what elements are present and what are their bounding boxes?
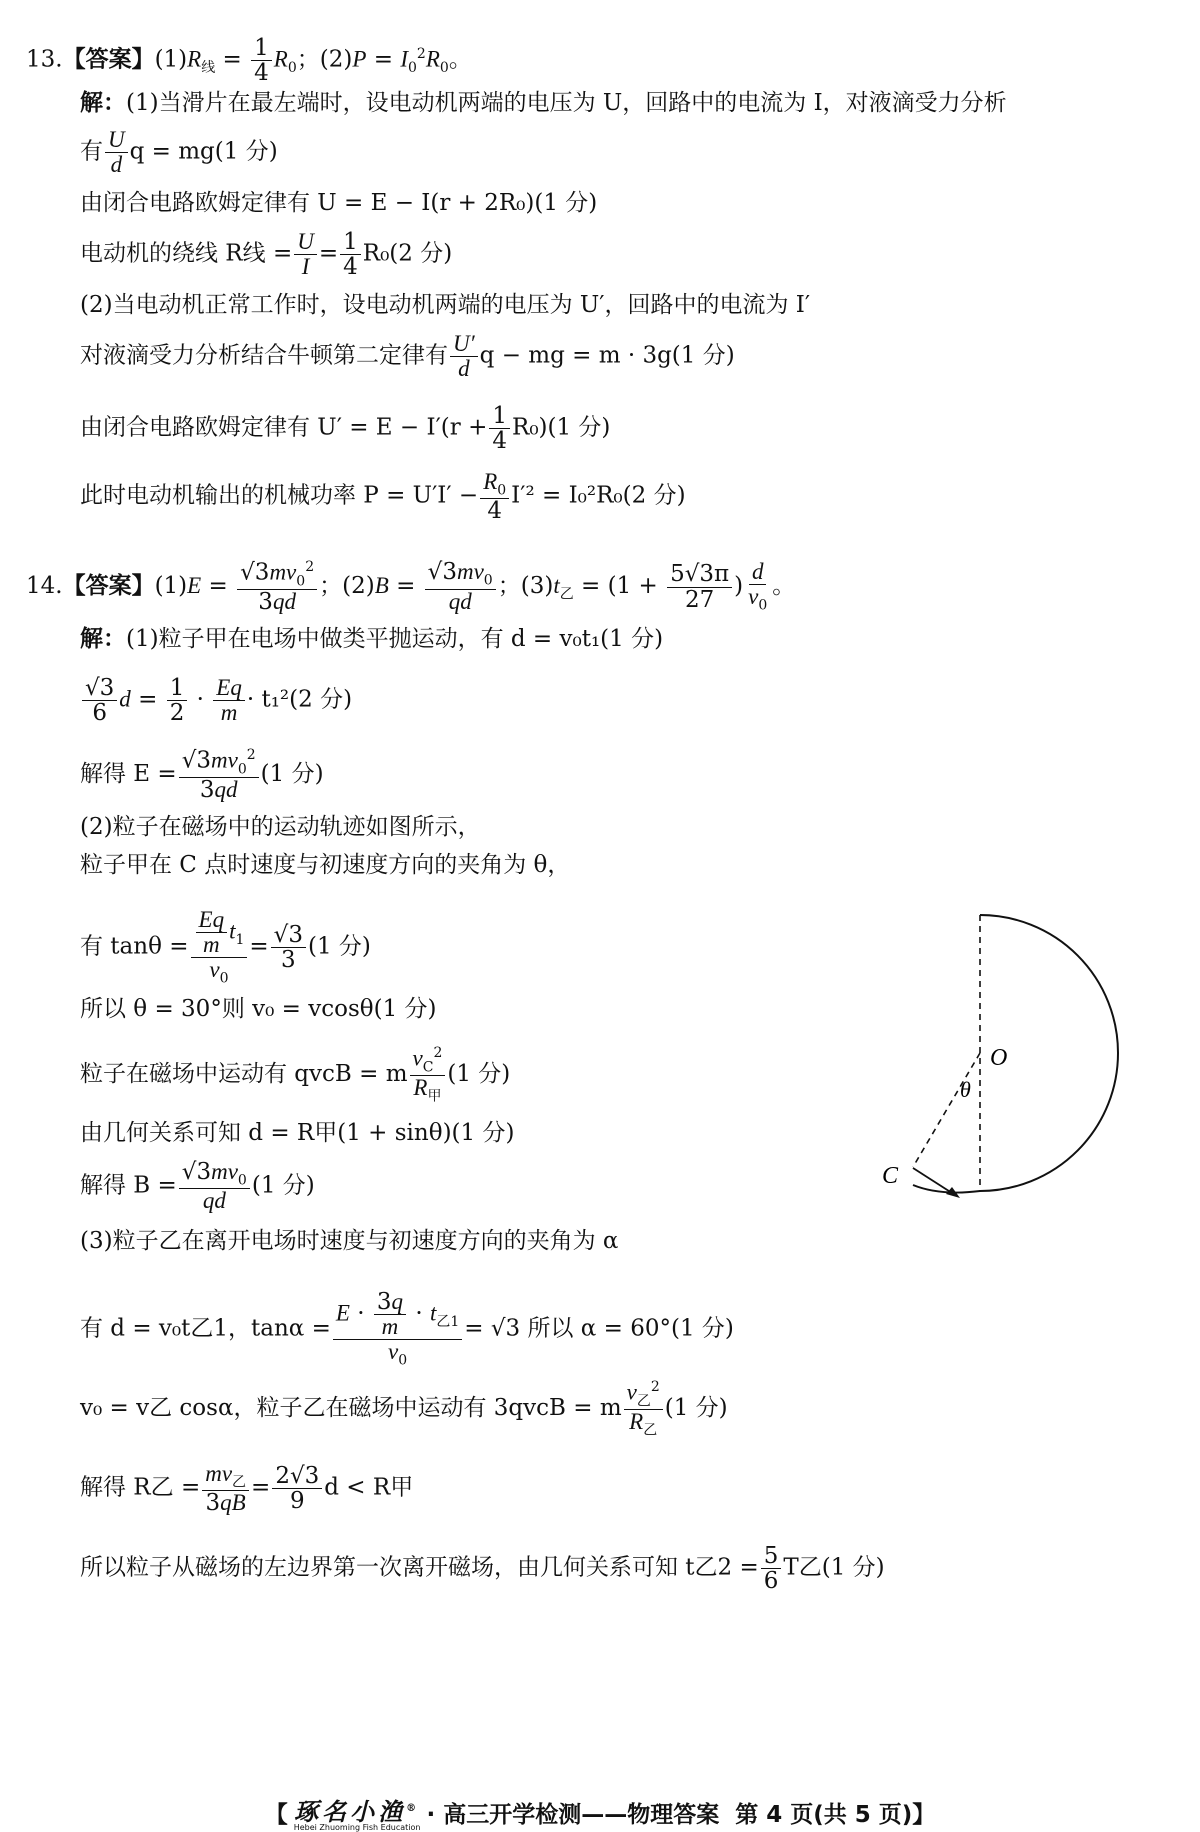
q14-text-6b: (1 分) xyxy=(307,933,371,960)
q14-text-8b: (1 分) xyxy=(447,1061,511,1088)
q14-answer-tag: 【答案】 xyxy=(62,573,155,600)
footer-title: · 高三开学检测——物理答案 xyxy=(426,1802,720,1828)
fraction: E · $\frac{3q}{m}$ · $t_{乙1}$ $v_0$ xyxy=(333,1290,462,1369)
q13-text-7a: 由闭合电路欧姆定律有 U′ = E − I′(r + xyxy=(80,414,488,441)
label-theta: θ xyxy=(960,1077,971,1102)
logo-subtitle: Hebei Zhuoming Fish Education xyxy=(293,1822,421,1832)
fraction: $\frac{1}{4}$ xyxy=(251,36,272,85)
q13-answer-tag: 【答案】 xyxy=(62,46,155,73)
q14-text-10a: 解得 B = xyxy=(80,1172,177,1199)
fraction: $\frac{mv_乙}{3qB}$ xyxy=(202,1462,249,1515)
q13-text-7b: R₀)(1 分) xyxy=(512,414,611,441)
fraction: $\frac{1}{4}$ xyxy=(489,404,510,453)
q13-text-4b: R₀(2 分) xyxy=(362,240,453,267)
q14-line-13 xyxy=(80,1380,728,1438)
footer-page: 第 4 页(共 5 页) xyxy=(735,1802,913,1828)
q13-text-6a: 对液滴受力分析结合牛顿第二定律有 xyxy=(80,342,448,369)
q13-line-3: 由闭合电路欧姆定律有 U = E − I(r + 2R₀)(1 分) xyxy=(80,190,598,216)
q14-text-1: (1)粒子甲在电场中做类平抛运动，有 d = v₀t₁(1 分) xyxy=(126,626,664,652)
q14-line-2: $\frac{√3}{6}$ d = $\frac{1}{2}$ · $\frac{Eq}{m}$ · t₁²(2 分) xyxy=(80,676,352,725)
q13-line-2 xyxy=(80,128,278,177)
fraction: $\frac{√3mv_0^2}{3qd}$ xyxy=(237,560,317,614)
footer-bracket-left: 【 xyxy=(264,1802,288,1828)
q14-text-14a: 解得 R乙 = xyxy=(80,1474,201,1501)
logo-registered: ® xyxy=(406,1802,421,1814)
q14-line-12 xyxy=(80,1290,734,1369)
q13-line-5: (2)当电动机正常工作时，设电动机两端的电压为 U′，回路中的电流为 I′ xyxy=(80,292,811,318)
q14-text-15a: 所以粒子从磁场的左边界第一次离开磁场，由几何关系可知 t乙2 = xyxy=(80,1554,759,1581)
q14-line-8 xyxy=(80,1046,510,1104)
brand-logo xyxy=(293,1796,421,1832)
q14-text-10b: (1 分) xyxy=(251,1172,315,1199)
q13-text-8b: I′² = I₀²R₀(2 分) xyxy=(511,482,686,509)
fraction: $\frac{√3mv_0}{qd}$ xyxy=(425,560,496,613)
q14-line-10 xyxy=(80,1160,315,1213)
q14-line-15 xyxy=(80,1544,885,1593)
q13-number: 13. xyxy=(26,46,63,73)
q13-text-2b: q = mg(1 分) xyxy=(129,138,278,165)
fraction: $\frac{1}{2}$ xyxy=(167,676,188,725)
q14-line-1 xyxy=(80,624,663,654)
fraction: $\frac{5√3\pi}{27}$ xyxy=(667,562,732,611)
q13-line-7 xyxy=(80,404,610,453)
page-footer xyxy=(0,1796,1200,1832)
fraction: $\frac{Eq}{m}$ xyxy=(213,676,245,725)
q13-line-6 xyxy=(80,332,735,381)
fraction: $\frac{√3}{6}$ xyxy=(82,676,117,725)
q14-line-3 xyxy=(80,748,324,802)
fraction: $\frac{v_C^2}{R_甲}$ xyxy=(410,1046,446,1104)
q14-solution-label: 解： xyxy=(80,626,126,652)
q14-text-2b: · t₁²(2 分) xyxy=(246,686,353,713)
fraction: $\frac{√3mv_0}{qd}$ xyxy=(179,1160,250,1213)
velocity-arrow-line xyxy=(913,1168,952,1193)
q14-text-12a: 有 d = v₀t乙1，tanα = xyxy=(80,1315,331,1342)
radius-dashed-line xyxy=(913,1053,980,1167)
q13-text-6b: q − mg = m · 3g(1 分) xyxy=(479,342,735,369)
q13-line-8 xyxy=(80,470,686,523)
label-c: C xyxy=(882,1163,899,1189)
fraction: $\frac{√3}{3}$ xyxy=(271,923,306,972)
fraction: $\frac{2√3}{9}$ xyxy=(272,1464,322,1513)
label-o: O xyxy=(990,1045,1008,1071)
fraction: $\frac{1}{4}$ xyxy=(340,230,361,279)
q14-text-12b: = √3 所以 α = 60°(1 分) xyxy=(464,1315,734,1342)
q14-line-14: 解得 R乙 = $\frac{mv_乙}{3qB}$ = $\frac{2√3}{9}$ d < R甲 xyxy=(80,1461,414,1517)
magnetic-field-trajectory-figure xyxy=(780,905,1160,1235)
q14-answer-line: 14.【答案】(1)E = $\frac{√3mv_0^2}{3qd}$ ；(2)B = $\frac{√3mv_0}{qd}$ ；$(3)t_乙 = (1$ + $\frac{5√3\pi}{27}$ ) $\frac{d}{v_0}$ 。 xyxy=(26,559,796,615)
fraction: $\frac{U}{I}$ xyxy=(294,230,317,279)
q14-number: 14. xyxy=(26,573,63,600)
fraction: $\frac{v_乙^2}{R_乙}$ xyxy=(624,1380,663,1438)
q14-text-15b: T乙(1 分) xyxy=(783,1554,885,1581)
q14-text-6a: 有 tanθ = xyxy=(80,933,189,960)
logo-text: 琢名小渔 xyxy=(294,1796,407,1826)
trajectory-arc xyxy=(913,915,1118,1193)
q13-line-4: 电动机的绕线 R线 = $\frac{U}{I}$ = $\frac{1}{4}$ R₀(2 分) xyxy=(80,229,453,281)
fraction: $\frac{R_0}{4}$ xyxy=(480,470,509,523)
fraction: $\frac{U'}{d}$ xyxy=(450,332,478,381)
q13-text-4a: 电动机的绕线 R线 = xyxy=(80,240,293,267)
q14-line-4: (2)粒子在磁场中的运动轨迹如图所示， xyxy=(80,814,481,840)
q14-text-13a: v₀ = v乙 cosα，粒子乙在磁场中运动有 3qvcB = m xyxy=(80,1395,622,1422)
q14-line-5: 粒子甲在 C 点时速度与初速度方向的夹角为 θ， xyxy=(80,852,571,878)
q13-solution-label: 解： xyxy=(80,90,126,116)
q13-text-8a: 此时电动机输出的机械功率 P = U′I′ − xyxy=(80,482,479,509)
footer-bracket-right: 】 xyxy=(912,1802,936,1828)
q14-line-6: 有 tanθ = $\frac{Eq}{m}$ $t_1$ $v_0$ = $\frac{√3}{3}$ (1 分) xyxy=(80,907,371,987)
fraction: $\frac{U}{d}$ xyxy=(105,128,128,177)
q13-text-1: (1)当滑片在最左端时，设电动机两端的电压为 U，回路中的电流为 I，对液滴受力分析 xyxy=(126,90,1007,116)
fraction: $\frac{Eq}{m}$ $t_1$ $v_0$ xyxy=(191,908,248,987)
q14-line-9: 由几何关系可知 d = R甲(1 + sinθ)(1 分) xyxy=(80,1120,515,1146)
q14-text-8a: 粒子在磁场中运动有 qvcB = m xyxy=(80,1061,408,1088)
q14-line-7: 所以 θ = 30°则 v₀ = vcosθ(1 分) xyxy=(80,996,437,1022)
q14-text-3a: 解得 E = xyxy=(80,761,177,788)
q13-text-2a: 有 xyxy=(80,138,103,165)
fraction: $\frac{5}{6}$ xyxy=(761,1544,782,1593)
q13-answer-line: 13.【答案】$(1)R_线$ = $\frac{1}{4}$ $R_0$；$(2)P = I_0^2R_0$。 xyxy=(26,35,472,87)
q13-line-1 xyxy=(80,88,1007,118)
q14-text-13b: (1 分) xyxy=(664,1395,728,1422)
fraction: $\frac{d}{v_0}$ xyxy=(748,559,768,615)
fraction: $\frac{√3mv_0^2}{3qd}$ xyxy=(179,748,259,802)
q14-line-11: (3)粒子乙在离开电场时速度与初速度方向的夹角为 α xyxy=(80,1228,619,1254)
q14-text-14b: d < R甲 xyxy=(324,1474,414,1501)
q14-text-3b: (1 分) xyxy=(260,761,324,788)
